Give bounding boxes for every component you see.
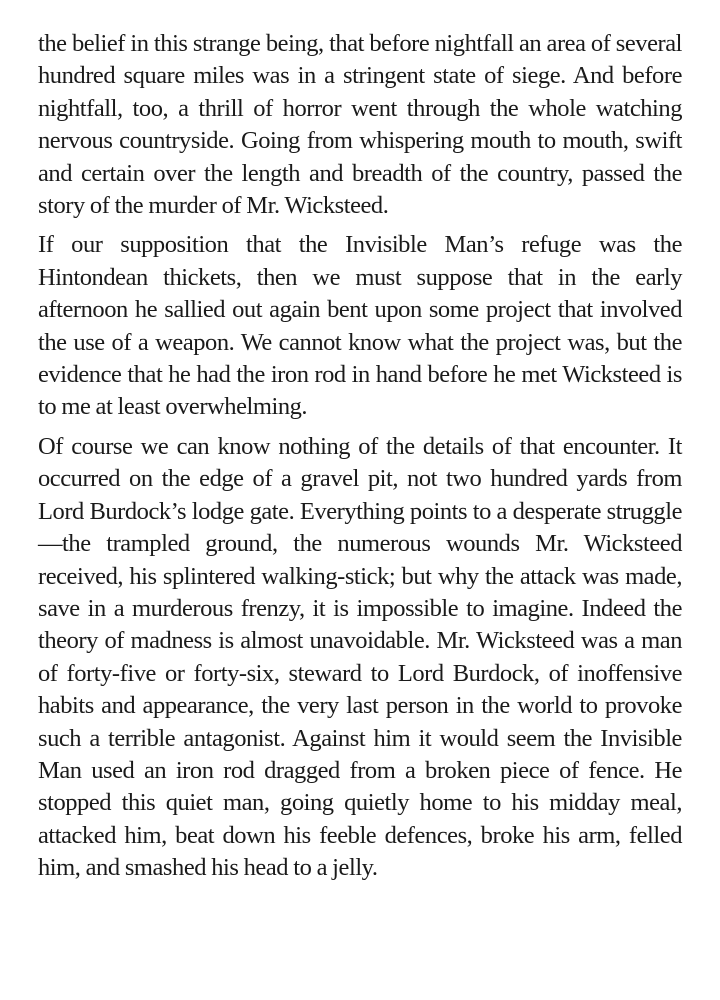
paragraph-3: Of course we can know nothing of the details of that encounter. It occurred on the edge of a gravel pit, not two hundred yards from Lord Burdock’s lodge gate. Everything points to a desperate struggle—the trampled ground, the numerous wounds Mr. Wicksteed received, his splintered walking-stick; but why the attack was made, save in a murderous frenzy, it is impossible to imagine. Indeed the theory of madness is almost unavoidable. Mr. Wicksteed was a man of forty-five or forty-six, steward to Lord Burdock, of inoffensive habits and appearance, the very last person in the world to provoke such a terrible antagonist. Against him it would seem the Invisible Man used an iron rod dragged from a broken piece of fence. He stopped this quiet man, going quietly home to his midday meal, attacked him, beat down his feeble defences, broke his arm, felled him, and smashed his head to a jelly. <box>38 432 682 882</box>
document-page <box>38 28 682 892</box>
paragraph-2: If our supposition that the Invisible Man’s refuge was the Hintondean thickets, then we must suppose that in the early afternoon he sallied out again bent upon some project that involved the use of a weapon. We cannot know what the project was, but the evidence that he had the iron rod in hand before he met Wicksteed is to me at least overwhelming. <box>38 231 682 421</box>
paragraph-1: the belief in this strange being, that before nightfall an area of several hundred square miles was in a stringent state of siege. And before nightfall, too, a thrill of horror went through the whole watching nervous countryside. Going from whispering mouth to mouth, swift and certain over the length and breadth of the country, passed the story of the murder of Mr. Wicksteed. <box>38 30 682 220</box>
